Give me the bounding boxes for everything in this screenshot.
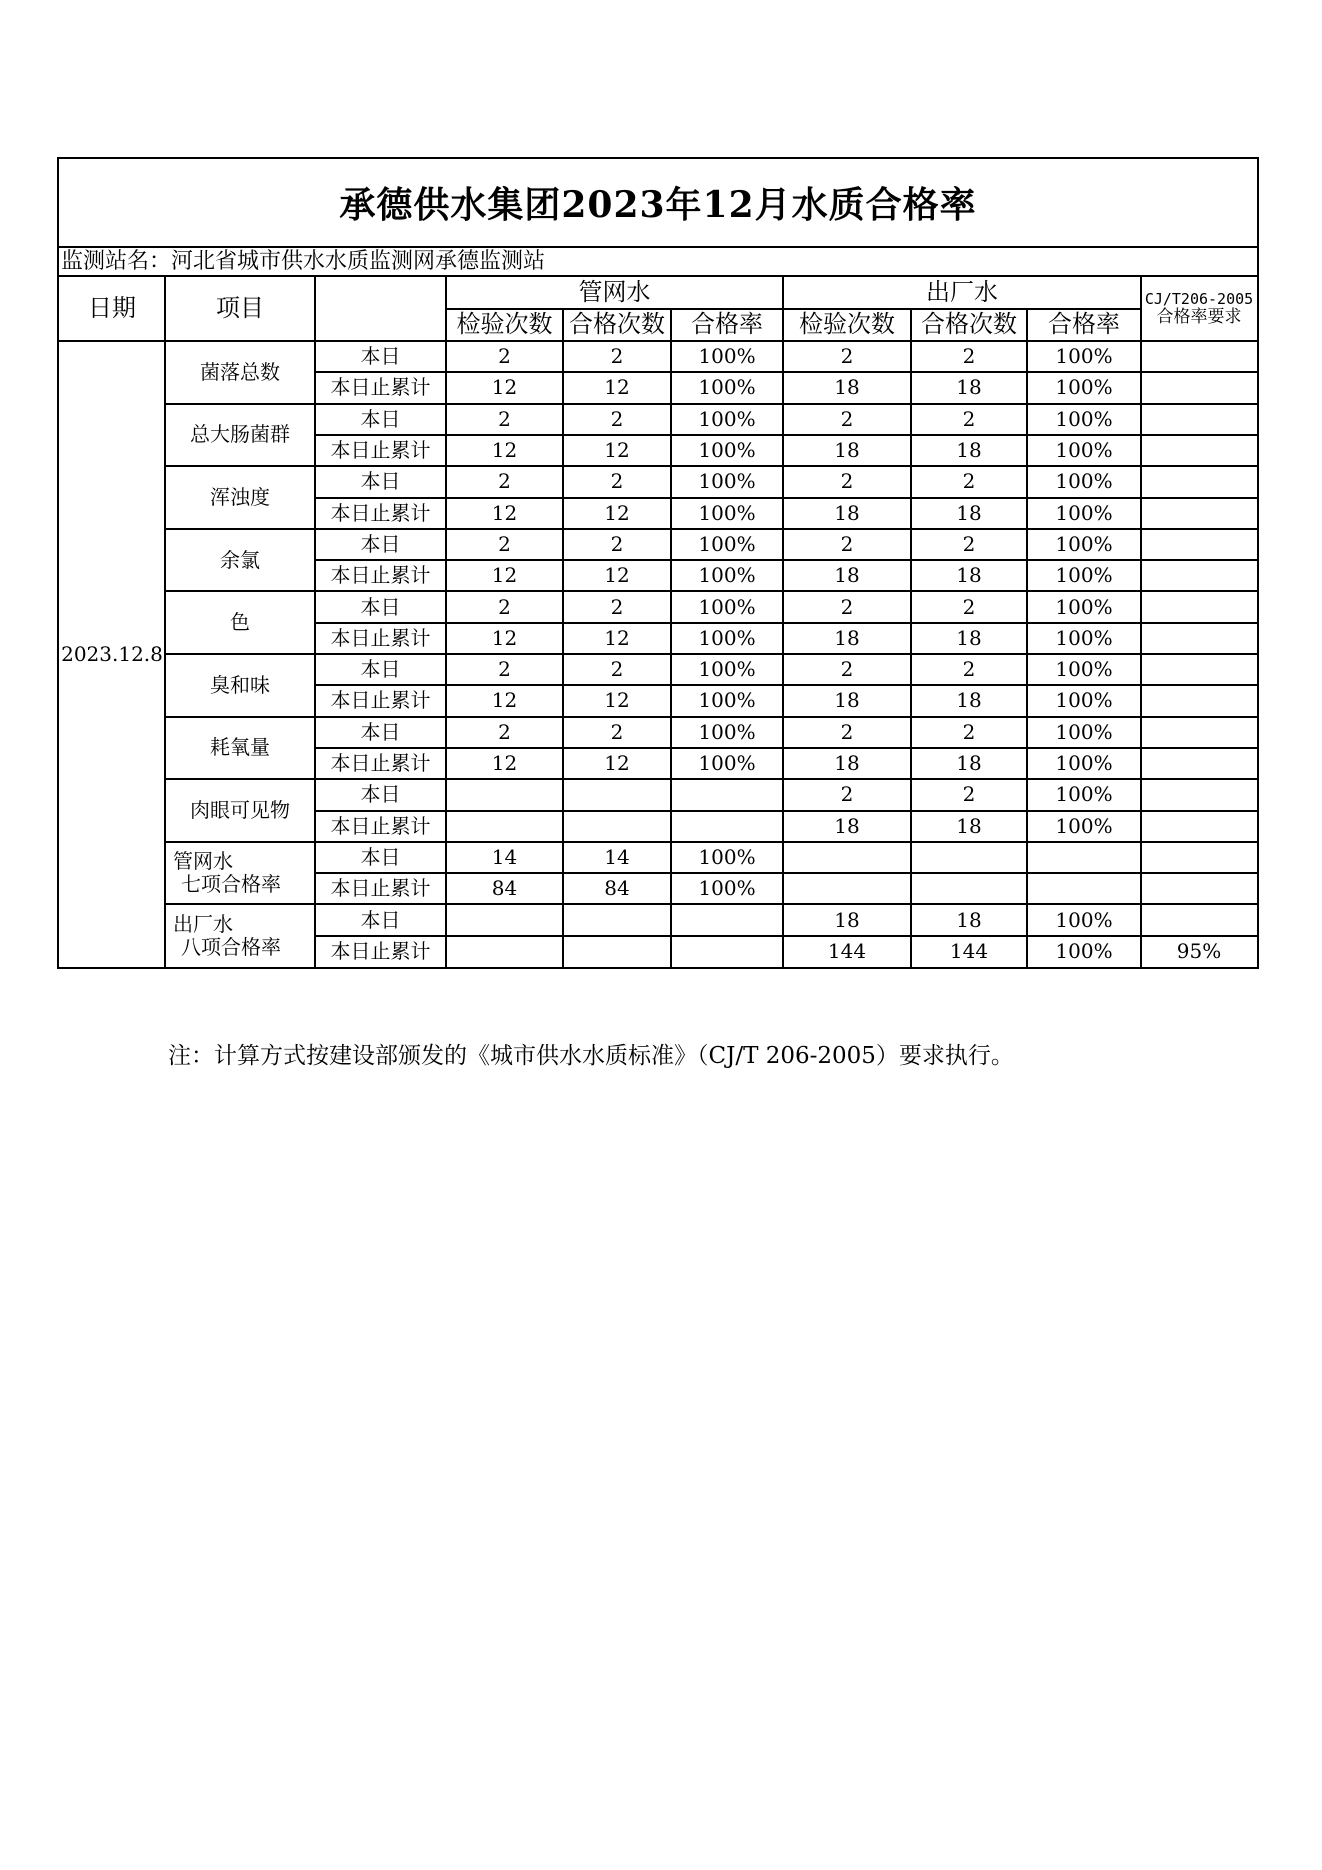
period-cell: 本日止累计 bbox=[330, 813, 431, 838]
grid-line bbox=[562, 309, 564, 967]
value-cell: 100% bbox=[698, 469, 756, 494]
header-date: 日期 bbox=[88, 294, 136, 323]
value-cell bbox=[1027, 873, 1141, 904]
header-standard bbox=[1141, 277, 1257, 341]
value-cell: 18 bbox=[956, 438, 982, 463]
value-cell: 100% bbox=[1055, 406, 1113, 431]
item-name-line2: 七项合格率 bbox=[181, 872, 281, 897]
value-cell bbox=[1141, 435, 1257, 466]
value-cell bbox=[1141, 404, 1257, 435]
item-name-line1: 管网水 bbox=[173, 849, 233, 874]
value-cell: 100% bbox=[1055, 469, 1113, 494]
value-cell bbox=[1027, 842, 1141, 873]
grid-line bbox=[1026, 309, 1028, 967]
value-cell: 2 bbox=[610, 344, 624, 369]
value-cell: 2 bbox=[610, 594, 624, 619]
value-cell: 2 bbox=[962, 594, 976, 619]
value-cell: 18 bbox=[956, 813, 982, 838]
item-name: 色 bbox=[230, 610, 250, 635]
header-plant-water: 出厂水 bbox=[926, 278, 998, 307]
value-cell bbox=[1141, 560, 1257, 591]
value-cell: 100% bbox=[698, 657, 756, 682]
grid-line bbox=[165, 716, 1257, 718]
sub-column-header: 合格次数 bbox=[921, 310, 1017, 339]
value-cell: 100% bbox=[1055, 688, 1113, 713]
value-cell bbox=[671, 811, 783, 842]
value-cell: 18 bbox=[956, 907, 982, 932]
value-cell: 100% bbox=[1055, 907, 1113, 932]
grid-line bbox=[165, 653, 1257, 655]
value-cell: 100% bbox=[698, 844, 756, 869]
period-cell: 本日 bbox=[360, 657, 401, 682]
value-cell bbox=[1141, 842, 1257, 873]
grid-line bbox=[164, 277, 166, 967]
value-cell: 100% bbox=[698, 406, 756, 431]
period-cell: 本日止累计 bbox=[330, 625, 431, 650]
value-cell: 100% bbox=[698, 375, 756, 400]
value-cell: 2 bbox=[498, 594, 511, 619]
period-cell: 本日 bbox=[360, 782, 401, 807]
value-cell: 2 bbox=[610, 531, 624, 556]
value-cell: 2 bbox=[962, 657, 976, 682]
value-cell: 12 bbox=[604, 500, 630, 525]
item-name bbox=[165, 904, 315, 967]
grid-line bbox=[165, 403, 1257, 405]
value-cell: 2 bbox=[610, 657, 624, 682]
grid-line bbox=[165, 465, 1257, 467]
period-cell: 本日 bbox=[360, 406, 401, 431]
date-cell: 2023.12.8 bbox=[61, 641, 163, 666]
period-cell: 本日 bbox=[360, 907, 401, 932]
value-cell bbox=[911, 873, 1027, 904]
value-cell: 18 bbox=[834, 500, 860, 525]
period-cell: 本日止累计 bbox=[330, 375, 431, 400]
value-cell: 100% bbox=[1055, 751, 1113, 776]
value-cell bbox=[563, 779, 671, 810]
station-name: 监测站名：河北省城市供水水质监测网承德监测站 bbox=[59, 246, 1257, 277]
value-cell bbox=[1141, 591, 1257, 622]
value-cell: 100% bbox=[1055, 375, 1113, 400]
value-cell bbox=[1141, 685, 1257, 716]
value-cell: 2 bbox=[498, 657, 511, 682]
value-cell: 2 bbox=[962, 531, 976, 556]
value-cell bbox=[446, 904, 563, 935]
item-name bbox=[165, 842, 315, 905]
grid-line bbox=[910, 309, 912, 967]
value-cell: 2 bbox=[962, 782, 976, 807]
value-cell bbox=[911, 842, 1027, 873]
value-cell: 100% bbox=[1055, 500, 1113, 525]
value-cell bbox=[1141, 717, 1257, 748]
period-cell: 本日 bbox=[360, 531, 401, 556]
sub-column-header: 合格率 bbox=[691, 310, 763, 339]
value-cell bbox=[1141, 372, 1257, 403]
grid-line bbox=[165, 778, 1257, 780]
value-cell: 2 bbox=[840, 469, 854, 494]
value-cell: 18 bbox=[834, 907, 860, 932]
value-cell: 18 bbox=[834, 438, 860, 463]
header-pipe-water: 管网水 bbox=[578, 278, 651, 307]
item-name: 肉眼可见物 bbox=[190, 797, 290, 822]
value-cell: 12 bbox=[491, 563, 518, 588]
value-cell: 12 bbox=[604, 625, 630, 650]
value-cell: 84 bbox=[604, 876, 630, 901]
value-cell: 2 bbox=[840, 594, 854, 619]
footnote: 注：计算方式按建设部颁发的《城市供水水质标准》（CJ/T 206-2005）要求执行。 bbox=[168, 1043, 1014, 1069]
value-cell: 2 bbox=[610, 406, 624, 431]
value-cell: 12 bbox=[491, 751, 518, 776]
value-cell: 2 bbox=[498, 469, 511, 494]
period-cell: 本日 bbox=[360, 719, 401, 744]
period-cell: 本日止累计 bbox=[330, 688, 431, 713]
item-name: 臭和味 bbox=[210, 672, 270, 697]
value-cell: 2 bbox=[610, 469, 624, 494]
value-cell: 12 bbox=[604, 688, 630, 713]
value-cell: 100% bbox=[698, 688, 756, 713]
value-cell bbox=[671, 936, 783, 967]
grid-line bbox=[315, 935, 1257, 937]
item-name: 耗氧量 bbox=[210, 735, 270, 760]
value-cell: 12 bbox=[491, 625, 518, 650]
value-cell: 2 bbox=[840, 657, 854, 682]
grid-line bbox=[670, 309, 672, 967]
value-cell: 100% bbox=[1055, 531, 1113, 556]
grid-line bbox=[315, 747, 1257, 749]
value-cell: 84 bbox=[491, 876, 518, 901]
value-cell: 2 bbox=[610, 719, 624, 744]
item-name: 浑浊度 bbox=[210, 484, 270, 509]
grid-line bbox=[315, 371, 1257, 373]
value-cell bbox=[1141, 341, 1257, 372]
value-cell: 100% bbox=[698, 438, 756, 463]
sub-column-header: 检验次数 bbox=[799, 310, 895, 339]
quality-report-table bbox=[57, 157, 1259, 969]
value-cell: 18 bbox=[834, 751, 860, 776]
value-cell: 18 bbox=[834, 813, 860, 838]
value-cell: 100% bbox=[1055, 938, 1113, 963]
value-cell: 2 bbox=[840, 344, 854, 369]
value-cell: 12 bbox=[604, 375, 630, 400]
value-cell bbox=[1141, 811, 1257, 842]
value-cell bbox=[563, 811, 671, 842]
value-cell: 18 bbox=[834, 375, 860, 400]
value-cell bbox=[671, 904, 783, 935]
item-name: 余氯 bbox=[220, 547, 260, 572]
value-cell bbox=[563, 936, 671, 967]
value-cell bbox=[1141, 498, 1257, 529]
grid-line bbox=[165, 841, 1257, 843]
grid-line bbox=[315, 622, 1257, 624]
value-cell: 18 bbox=[956, 375, 982, 400]
value-cell: 100% bbox=[698, 500, 756, 525]
value-cell: 18 bbox=[834, 688, 860, 713]
grid-line bbox=[315, 872, 1257, 874]
grid-line bbox=[165, 590, 1257, 592]
item-name-line2: 八项合格率 bbox=[181, 934, 281, 959]
value-cell: 12 bbox=[491, 500, 518, 525]
period-cell: 本日止累计 bbox=[330, 751, 431, 776]
value-cell: 2 bbox=[840, 406, 854, 431]
period-cell: 本日 bbox=[360, 469, 401, 494]
period-cell: 本日止累计 bbox=[330, 876, 431, 901]
sub-column-header: 检验次数 bbox=[456, 310, 553, 339]
data-grid bbox=[59, 277, 1257, 967]
value-cell: 100% bbox=[698, 563, 756, 588]
value-cell: 2 bbox=[498, 719, 511, 744]
item-name-line1: 出厂水 bbox=[173, 911, 233, 936]
grid-line bbox=[315, 559, 1257, 561]
value-cell: 100% bbox=[698, 751, 756, 776]
value-cell bbox=[1141, 873, 1257, 904]
period-cell: 本日 bbox=[360, 344, 401, 369]
value-cell: 100% bbox=[698, 876, 756, 901]
value-cell: 2 bbox=[840, 782, 854, 807]
value-cell: 2 bbox=[498, 406, 511, 431]
value-cell: 144 bbox=[827, 938, 867, 963]
period-cell: 本日止累计 bbox=[330, 938, 431, 963]
value-cell: 100% bbox=[1055, 719, 1113, 744]
item-name: 菌落总数 bbox=[200, 359, 280, 384]
period-cell: 本日止累计 bbox=[330, 500, 431, 525]
value-cell: 100% bbox=[1055, 563, 1113, 588]
grid-line bbox=[165, 528, 1257, 530]
value-cell bbox=[1141, 466, 1257, 497]
value-cell: 100% bbox=[1055, 813, 1113, 838]
value-cell: 18 bbox=[956, 751, 982, 776]
value-cell: 12 bbox=[491, 438, 518, 463]
value-cell: 18 bbox=[834, 625, 860, 650]
header-standard-label: 合格率要求 bbox=[1156, 306, 1242, 327]
grid-line bbox=[165, 903, 1257, 905]
value-cell: 2 bbox=[962, 719, 976, 744]
value-cell: 2 bbox=[962, 469, 976, 494]
value-cell bbox=[1141, 904, 1257, 935]
period-cell: 本日止累计 bbox=[330, 438, 431, 463]
value-cell: 18 bbox=[956, 688, 982, 713]
value-cell bbox=[1141, 654, 1257, 685]
value-cell: 12 bbox=[604, 438, 630, 463]
value-cell: 2 bbox=[962, 344, 976, 369]
grid-line bbox=[446, 308, 1141, 310]
report-title: 承德供水集团2023年12月水质合格率 bbox=[59, 159, 1257, 248]
value-cell bbox=[446, 936, 563, 967]
value-cell bbox=[1141, 623, 1257, 654]
value-cell: 2 bbox=[962, 406, 976, 431]
value-cell bbox=[446, 811, 563, 842]
value-cell: 100% bbox=[1055, 344, 1113, 369]
value-cell bbox=[563, 904, 671, 935]
value-cell: 18 bbox=[956, 625, 982, 650]
value-cell: 100% bbox=[1055, 594, 1113, 619]
grid-line bbox=[315, 810, 1257, 812]
item-name: 总大肠菌群 bbox=[190, 422, 290, 447]
value-cell bbox=[1141, 779, 1257, 810]
period-cell: 本日止累计 bbox=[330, 563, 431, 588]
grid-line bbox=[315, 684, 1257, 686]
value-cell: 12 bbox=[604, 751, 630, 776]
value-cell: 12 bbox=[491, 688, 518, 713]
grid-line bbox=[315, 497, 1257, 499]
value-cell bbox=[783, 842, 911, 873]
grid-line bbox=[315, 434, 1257, 436]
value-cell: 14 bbox=[491, 844, 518, 869]
period-cell: 本日 bbox=[360, 844, 401, 869]
value-cell bbox=[446, 779, 563, 810]
value-cell: 100% bbox=[698, 625, 756, 650]
value-cell: 100% bbox=[1055, 657, 1113, 682]
value-cell bbox=[671, 779, 783, 810]
value-cell: 2 bbox=[840, 531, 854, 556]
value-cell: 100% bbox=[1055, 625, 1113, 650]
value-cell: 100% bbox=[698, 594, 756, 619]
value-cell: 95% bbox=[1176, 938, 1222, 963]
value-cell: 144 bbox=[949, 938, 989, 963]
value-cell: 18 bbox=[956, 500, 982, 525]
value-cell: 100% bbox=[1055, 782, 1113, 807]
value-cell: 14 bbox=[604, 844, 630, 869]
value-cell: 100% bbox=[698, 531, 756, 556]
value-cell: 100% bbox=[698, 719, 756, 744]
sub-column-header: 合格次数 bbox=[569, 310, 665, 339]
value-cell bbox=[783, 873, 911, 904]
value-cell: 12 bbox=[604, 563, 630, 588]
value-cell: 12 bbox=[491, 375, 518, 400]
header-standard-code: CJ/T206-2005 bbox=[1144, 289, 1254, 308]
header-item: 项目 bbox=[216, 294, 264, 323]
value-cell bbox=[1141, 748, 1257, 779]
period-cell: 本日 bbox=[360, 594, 401, 619]
value-cell: 2 bbox=[498, 531, 511, 556]
value-cell: 18 bbox=[956, 563, 982, 588]
value-cell: 100% bbox=[1055, 438, 1113, 463]
value-cell: 100% bbox=[698, 344, 756, 369]
grid-line bbox=[59, 340, 1257, 342]
value-cell: 2 bbox=[840, 719, 854, 744]
value-cell: 18 bbox=[834, 563, 860, 588]
value-cell: 2 bbox=[498, 344, 511, 369]
sub-column-header: 合格率 bbox=[1048, 310, 1120, 339]
value-cell bbox=[1141, 529, 1257, 560]
